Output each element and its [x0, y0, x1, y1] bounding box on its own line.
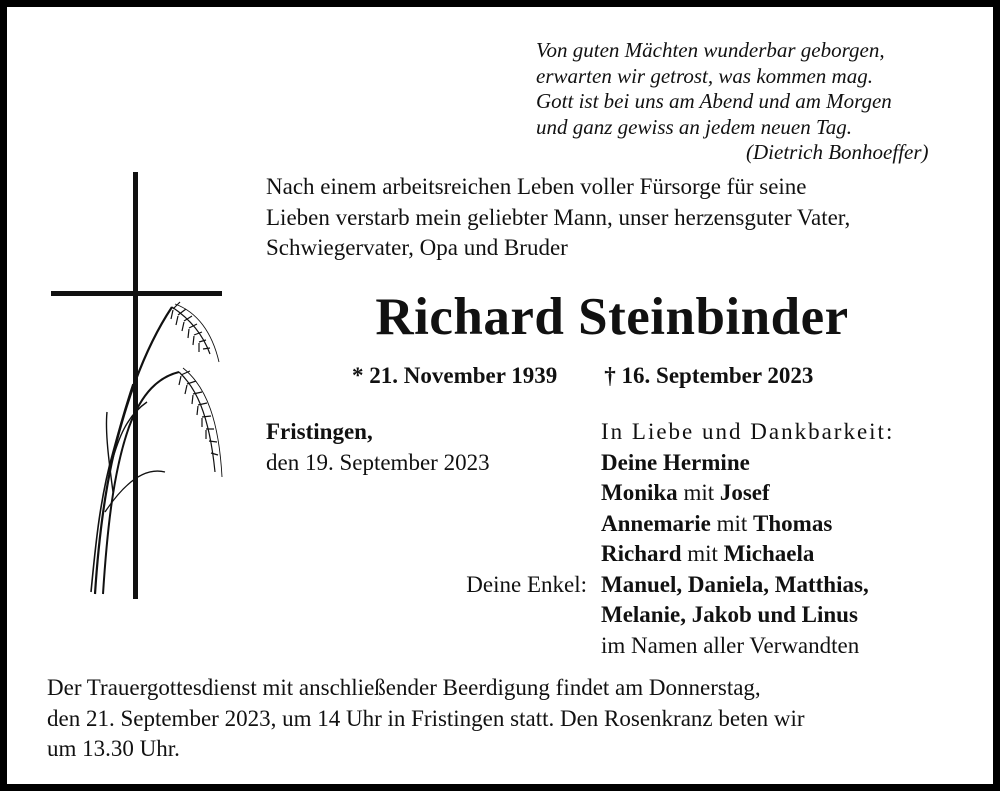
deceased-name: Richard Steinbinder	[375, 288, 849, 346]
wife: Deine Hermine	[601, 449, 750, 475]
quote-line: Gott ist bei uns am Abend und am Morgen	[536, 89, 892, 113]
footer-line: den 21. September 2023, um 14 Uhr in Fristingen statt. Den Rosenkranz beten wir	[47, 705, 805, 731]
partner-name: Thomas	[753, 510, 833, 536]
connector: mit	[716, 510, 748, 536]
quote-line: und ganz gewiss an jedem neuen Tag.	[536, 114, 852, 139]
child-line	[601, 509, 894, 540]
child-name: Richard	[601, 541, 682, 566]
quote-line: Von guten Mächten wunderbar geborgen,	[536, 38, 885, 62]
footer-line: um 13.30 Uhr.	[47, 736, 180, 761]
intro-line: Schwiegervater, Opa und Bruder	[266, 235, 568, 260]
intro-text	[266, 172, 986, 264]
life-dates	[352, 361, 813, 391]
funeral-info	[47, 673, 977, 765]
notice-date: den 19. September 2023	[266, 449, 490, 475]
grandchildren-line-1: Manuel, Daniela, Matthias,	[601, 571, 869, 597]
birth-date: * 21. November 1939	[352, 363, 558, 388]
child-name: Annemarie	[601, 510, 711, 536]
bonhoeffer-quote	[536, 38, 976, 166]
quote-author: (Dietrich Bonhoeffer)	[746, 140, 929, 164]
relatives-line: im Namen aller Verwandten	[601, 632, 860, 658]
thanks-line: In Liebe und Dankbarkeit:	[601, 419, 895, 444]
connector: mit	[683, 480, 715, 505]
place-and-date	[266, 417, 490, 478]
grandchildren-line-2: Melanie, Jakob und Linus	[601, 602, 858, 627]
intro-line: Lieben verstarb mein geliebter Mann, unser herzensguter Vater,	[266, 204, 851, 230]
grandchildren-label: Deine Enkel:	[466, 572, 587, 597]
quote-line: erwarten wir getrost, was kommen mag.	[536, 63, 873, 88]
mourners	[601, 417, 894, 661]
intro-line: Nach einem arbeitsreichen Leben voller Fürsorge für seine	[266, 174, 807, 199]
child-line	[601, 478, 894, 509]
child-line	[601, 539, 894, 570]
death-date: † 16. September 2023	[604, 363, 814, 388]
child-name: Monika	[601, 480, 678, 505]
footer-line: Der Trauergottesdienst mit anschließender Beerdigung findet am Donnerstag,	[47, 675, 761, 700]
connector: mit	[687, 541, 718, 566]
partner-name: Josef	[719, 480, 770, 505]
cross-with-wheat-icon	[47, 172, 247, 602]
city: Fristingen,	[266, 419, 373, 444]
obituary-card	[7, 7, 993, 784]
partner-name: Michaela	[723, 541, 815, 566]
